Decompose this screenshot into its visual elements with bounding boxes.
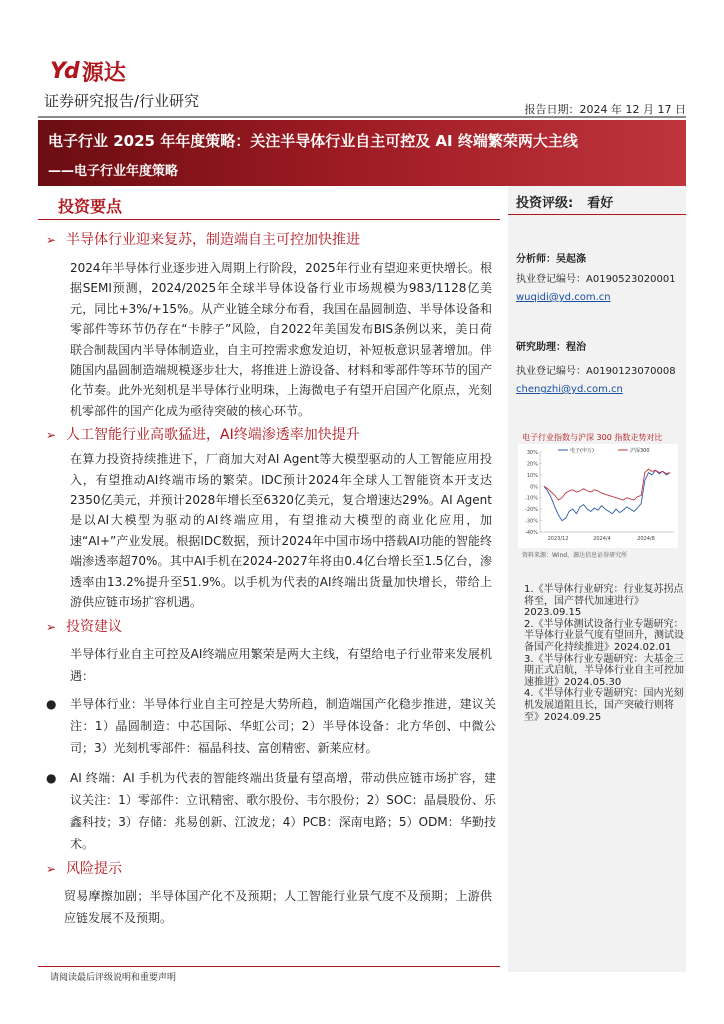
bullet-icon: ● xyxy=(46,770,57,785)
footer-divider xyxy=(38,966,500,967)
list-item-text: AI 终端：AI 手机为代表的智能终端出货量有望高增，带动供应链市场扩容，建议关注：1）零部件：立讯精密、歌尔股份、韦尔股份；2）SOC：晶晨股份、乐鑫科技；3）存储：兆易创新、江波龙；4）PCB：深南电路；5）ODM：华勤技术。 xyxy=(70,770,496,851)
y-tick-label: -20% xyxy=(525,507,538,514)
key-points-heading: 投资要点 xyxy=(58,197,123,216)
rating-value: 看好 xyxy=(587,196,614,211)
company-logo xyxy=(50,56,126,87)
y-tick-label: 20% xyxy=(526,461,538,468)
section-title: 风险提示 xyxy=(66,860,122,877)
list-item xyxy=(44,693,496,759)
assistant-email-link[interactable]: chengzhi@yd.com.cn xyxy=(516,384,623,395)
chevron-right-icon: ➢ xyxy=(46,861,57,876)
legend-label: 电子(申万) xyxy=(570,448,594,454)
chart-source: 资料来源：Wind，源达信息证券研究所 xyxy=(522,552,628,559)
section-title: 半导体行业迎来复苏，制造端自主可控加快推进 xyxy=(66,232,360,248)
section-heading xyxy=(44,423,496,447)
logo-text: 源达 xyxy=(81,61,126,86)
heading-divider xyxy=(38,219,500,220)
y-tick-label: 30% xyxy=(526,450,538,456)
logo-mark: Yd xyxy=(50,59,78,84)
section-heading xyxy=(44,615,496,639)
y-tick-label: 0% xyxy=(530,484,538,491)
x-tick-label: 2023/12 xyxy=(547,536,569,542)
section-heading xyxy=(44,857,496,881)
y-tick-label: -10% xyxy=(525,495,538,502)
bullet-icon: ● xyxy=(46,696,57,711)
assistant-name: 研究助理：程治 xyxy=(516,342,586,353)
section-body: 2024年半导体行业逐步进入周期上行阶段，2025年行业有望迎来更快增长。根据SEMI预测，2024/2025年全球半导体设备行业市场规模为983/1128亿美元，同比+3%/+15%。从产业链全球分布看，我国在晶圆制造、半导体设备和零部件等环节仍存在“卡脖子”风险，自2022年美国发布BIS条例以来，美日荷联合制裁国内半导体制造业，自主可控需求愈发迫切，补短板意识显著增加。伴随国内晶圆制造端规模逐步壮大，将推进上游设备、材料和零部件等环节的国产化节奏。此外光刻机是半导体行业明珠，上海微电子有望开启国产化原点，光刻机零部件的国产化成为亟待突破的核心环节。 xyxy=(70,261,492,418)
related-reports xyxy=(524,584,684,723)
report-title: 电子行业 2025 年年度策略：关注半导体行业自主可控及 AI 终端繁荣两大主线 xyxy=(48,132,578,150)
section-title: 人工智能行业高歌猛进，AI终端渗透率加快提升 xyxy=(66,427,360,444)
chart-title: 电子行业指数与沪深 300 指数走势对比 xyxy=(522,433,663,442)
main-content xyxy=(44,226,496,929)
analyst-registration: 执业登记编号：A0190523020001 xyxy=(516,274,676,285)
list-item-text: 半导体行业：半导体行业自主可控是大势所趋，制造端国产化稳步推进，建议关注：1）晶圆制造：中芯国际、华虹公司；2）半导体设备：北方华创、中微公司；3）光刻机零部件：福晶科技、富创精密、新莱应材。 xyxy=(70,696,496,755)
rating-label: 投资评级: xyxy=(516,196,574,211)
related-report-item[interactable]: 3.《半导体行业专题研究：大基金三期正式启航，半导体行业自主可控加速推进》2024.05.30 xyxy=(524,653,684,688)
y-tick-label: 10% xyxy=(526,472,538,479)
report-type: 证券研究报告/行业研究 xyxy=(44,92,200,110)
section-body: 在算力投资持续推进下，厂商加大对AI Agent等大模型驱动的人工智能应用投入，有望推动AI终端市场的繁荣。IDC预计2024年全球人工智能资本开支达2350亿美元，并预计2028年增长至6320亿美元，复合增速达29%。AI Agent是以AI大模型为驱动的AI终端应用，有望推动大模型的商业化应用，加速“AI+”产业发展。根据IDC数据，预计2024年中国市场中搭载AI功能的智能终端渗透率超70%。其中AI手机在2024-2027年将由0.4亿台增长至1.5亿台，渗透率由13.2%提升至51.9%。以手机为代表的AI终端出货量加快增长，带给上游供应链市场扩容机遇。 xyxy=(70,452,492,610)
chart-background xyxy=(518,444,678,548)
sidebar-divider xyxy=(508,214,686,215)
related-report-item[interactable]: 4.《半导体行业专题研究：国内光刻机发展道阻且长，国产突破行则将至》2024.09.25 xyxy=(524,688,684,723)
title-banner xyxy=(38,120,686,186)
analyst-email-link[interactable]: wuqidi@yd.com.cn xyxy=(516,292,611,303)
chevron-right-icon: ➢ xyxy=(46,619,57,634)
related-report-item[interactable]: 2.《半导体测试设备行业专题研究：半导体行业景气度有望回升，测试设备国产化持续推进》2024.02.01 xyxy=(524,618,684,653)
footer-note: 请阅读最后评级说明和重要声明 xyxy=(50,973,177,983)
chevron-right-icon: ➢ xyxy=(46,428,57,443)
section-title: 投资建议 xyxy=(66,618,122,635)
report-date: 报告日期：2024 年 12 月 17 日 xyxy=(524,103,686,116)
report-subtitle: ——电子行业年度策略 xyxy=(48,164,179,179)
chevron-right-icon: ➢ xyxy=(46,233,57,247)
assistant-registration: 执业登记编号：A0190123070008 xyxy=(516,366,676,377)
y-tick-label: -40% xyxy=(525,530,538,536)
sidebar xyxy=(508,186,686,972)
index-comparison-chart xyxy=(518,444,678,548)
section-heading xyxy=(44,228,496,252)
related-report-item[interactable]: 1.《半导体行业研究：行业复苏拐点将至，国产替代加速进行》2023.09.15 xyxy=(524,584,684,619)
x-tick-label: 2024/4 xyxy=(593,536,611,542)
list-item xyxy=(44,767,496,855)
x-tick-label: 2024/8 xyxy=(637,536,655,542)
y-tick-label: -30% xyxy=(525,518,538,525)
legend-label: 沪深300 xyxy=(630,448,650,454)
section-body: 贸易摩擦加剧；半导体国产化不及预期；人工智能行业景气度不及预期；上游供应链发展不及预期。 xyxy=(64,888,492,925)
section-body: 半导体行业自主可控及AI终端应用繁荣是两大主线，有望给电子行业带来发展机遇： xyxy=(70,646,492,683)
rating xyxy=(516,192,613,211)
top-divider xyxy=(38,116,686,118)
analyst-name: 分析师：吴起涤 xyxy=(516,254,586,265)
